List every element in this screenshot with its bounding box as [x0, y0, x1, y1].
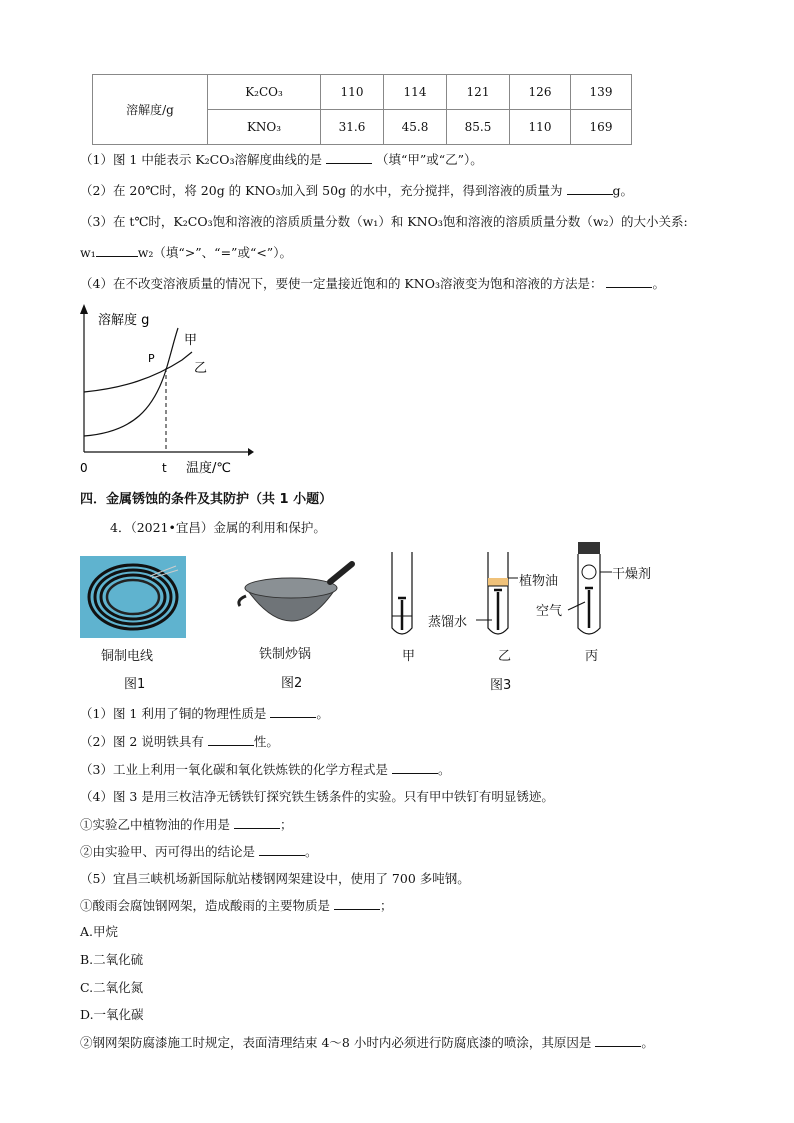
table-cell: K₂CO₃	[208, 75, 321, 110]
table-cell: 110	[321, 75, 384, 110]
curve-jia-label: 甲	[184, 333, 198, 348]
table-cell: 121	[447, 75, 510, 110]
answer-blank[interactable]	[595, 1034, 641, 1047]
tube-yi-label: 乙	[498, 649, 512, 664]
table-cell: 85.5	[447, 110, 510, 145]
fig2-label: 图2	[281, 676, 303, 691]
table-cell: 31.6	[321, 110, 384, 145]
solubility-table	[92, 74, 632, 145]
table-cell: 110	[510, 110, 571, 145]
y-axis-label: 溶解度 g	[98, 313, 150, 328]
row-header: 溶解度/g	[93, 75, 208, 145]
label-desiccant: 干燥剂	[612, 567, 652, 582]
fig2-caption: 铁制炒锅	[259, 647, 312, 662]
table-cell: 45.8	[384, 110, 447, 145]
copper-wire-image	[80, 556, 186, 638]
answer-blank[interactable]	[234, 816, 280, 829]
option-d[interactable]: D.一氧化碳	[80, 1007, 144, 1022]
q4-part4: （4）图 3 是用三枚洁净无锈铁钉探究铁生锈条件的实验。只有甲中铁钉有明显锈迹。	[80, 789, 554, 804]
table-cell: 169	[571, 110, 632, 145]
q3-part3-relation: w₁ w₂（填“>”、“=”或“<”）。	[80, 245, 292, 260]
curve-yi	[84, 352, 192, 392]
answer-blank[interactable]	[606, 275, 652, 288]
point-p-label: P	[148, 352, 155, 365]
question-4-title: 4．（2021•宜昌）金属的利用和保护。	[110, 520, 326, 535]
answer-blank[interactable]	[334, 897, 380, 910]
curve-yi-label: 乙	[194, 361, 208, 376]
answer-blank[interactable]	[567, 182, 613, 195]
test-tubes-figure	[380, 540, 670, 642]
table-cell: 139	[571, 75, 632, 110]
x-axis-arrow	[248, 448, 254, 456]
option-c[interactable]: C.二氧化氮	[80, 980, 144, 995]
answer-blank[interactable]	[96, 244, 138, 257]
x-axis-label: 温度/℃	[186, 461, 231, 476]
q3-part1: （1）图 1 中能表示 K₂CO₃溶解度曲线的是 （填“甲”或“乙”）。	[80, 152, 483, 167]
answer-blank[interactable]	[326, 151, 372, 164]
label-oil: 植物油	[519, 574, 559, 589]
fig1-label: 图1	[124, 677, 146, 692]
tube-bing-label: 丙	[585, 649, 599, 664]
q4-part5a: ①酸雨会腐蚀钢网架，造成酸雨的主要物质是 ；	[80, 898, 393, 913]
table-row	[93, 75, 632, 110]
q4-part4a: ①实验乙中植物油的作用是 ；	[80, 817, 293, 832]
tube-jia-label: 甲	[402, 649, 416, 664]
label-air: 空气	[536, 604, 563, 619]
answer-blank[interactable]	[392, 761, 438, 774]
t-label: t	[162, 461, 167, 475]
table-cell: 114	[384, 75, 447, 110]
q3-part3: （3）在 t℃时，K₂CO₃饱和溶液的溶质质量分数（w₁）和 KNO₃饱和溶液的溶质质量分数（w₂）的大小关系:	[80, 214, 688, 229]
answer-blank[interactable]	[208, 733, 254, 746]
q3-part2: （2）在 20℃时，将 20g 的 KNO₃加入到 50g 的水中，充分搅拌，得到溶液的质量为 g。	[80, 183, 634, 198]
fig1-caption: 铜制电线	[101, 649, 154, 664]
q4-part2: （2）图 2 说明铁具有 性。	[80, 734, 279, 749]
answer-blank[interactable]	[259, 843, 305, 856]
option-b[interactable]: B.二氧化硫	[80, 952, 144, 967]
curve-jia	[84, 328, 178, 436]
q4-part1: （1）图 1 利用了铜的物理性质是 。	[80, 706, 329, 721]
table-cell: KNO₃	[208, 110, 321, 145]
option-a[interactable]: A.甲烷	[80, 924, 119, 939]
solubility-graph	[74, 300, 254, 480]
q3-part4: （4）在不改变溶液质量的情况下，要使一定量接近饱和的 KNO₃溶液变为饱和溶液的方法是： 。	[80, 276, 665, 291]
y-axis-arrow	[80, 304, 88, 314]
section-title: 四．金属锈蚀的条件及其防护（共 1 小题）	[80, 492, 333, 507]
answer-blank[interactable]	[270, 705, 316, 718]
origin-label: 0	[80, 461, 88, 475]
q4-part5: （5）宜昌三峡机场新国际航站楼钢网架建设中，使用了 700 多吨钢。	[80, 871, 470, 886]
q4-part5b: ②钢网架防腐漆施工时规定，表面清理结束 4～8 小时内必须进行防腐底漆的喷涂，其原因是 。	[80, 1035, 654, 1050]
iron-wok-image	[232, 558, 356, 640]
label-water: 蒸馏水	[428, 615, 468, 630]
fig3-label: 图3	[490, 678, 512, 693]
q4-part4b: ②由实验甲、丙可得出的结论是 。	[80, 844, 318, 859]
table-cell: 126	[510, 75, 571, 110]
q4-part3: （3）工业上利用一氧化碳和氧化铁炼铁的化学方程式是 。	[80, 762, 451, 777]
